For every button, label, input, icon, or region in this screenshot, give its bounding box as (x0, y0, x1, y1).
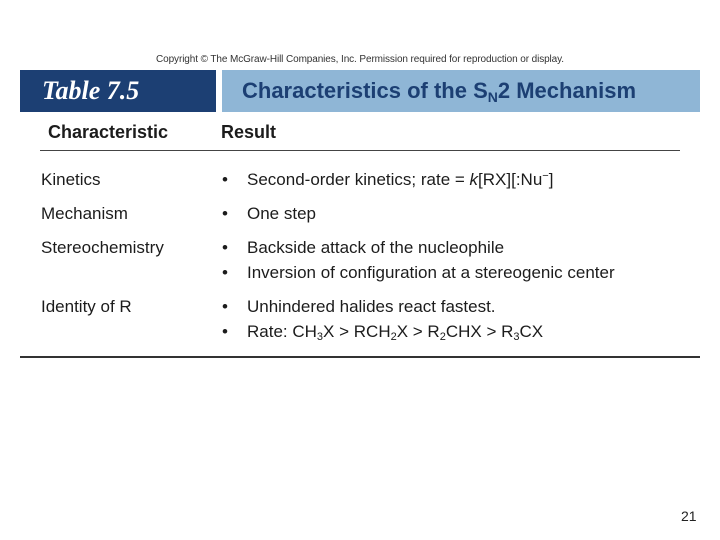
formula-part: CH (292, 322, 317, 341)
rate-constant: k (469, 170, 479, 189)
result-stereochemistry-2: Inversion of configuration at a stereogenic center (247, 263, 615, 282)
bullet: • (222, 263, 228, 282)
row-label-stereochemistry: Stereochemistry (41, 238, 164, 257)
result-text: [RX][:Nu (478, 170, 543, 189)
column-header-result: Result (221, 122, 277, 142)
header-rule (40, 150, 680, 151)
formula-part: X > R (396, 322, 440, 341)
column-header-characteristic: Characteristic (48, 122, 169, 142)
table-title-prefix: Characteristics of the S (242, 78, 488, 103)
formula-subscript: 2 (439, 331, 446, 343)
page-number: 21 (681, 508, 697, 524)
formula-subscript: 2 (390, 331, 397, 343)
row-label-kinetics: Kinetics (41, 170, 101, 189)
formula-part: CX (519, 322, 544, 341)
header-divider (216, 70, 222, 112)
table-header-bar (20, 70, 700, 112)
table-title (242, 70, 636, 112)
formula-subscript: 3 (316, 331, 324, 343)
result-kinetics (247, 170, 553, 190)
row-label-mechanism: Mechanism (41, 204, 128, 223)
table-bottom-rule (20, 356, 700, 358)
bullet: • (222, 238, 228, 257)
bullet: • (222, 204, 228, 223)
row-label-identity-of-r: Identity of R (41, 297, 132, 316)
result-mechanism: One step (247, 204, 316, 223)
result-stereochemistry-1: Backside attack of the nucleophile (247, 238, 505, 257)
formula-part: X > RCH (323, 322, 391, 341)
table-label: Table 7.5 (20, 70, 216, 112)
formula-subscript: 3 (513, 331, 520, 343)
result-text: Second-order kinetics; rate = (247, 170, 470, 189)
result-identity-rate (247, 322, 543, 342)
result-text: ] (548, 170, 554, 189)
bullet: • (222, 322, 228, 341)
copyright-notice: Copyright © The McGraw-Hill Companies, Inc. Permission required for reproduction or display. (156, 54, 564, 65)
bullet: • (222, 170, 228, 189)
charge-superscript: − (542, 170, 549, 182)
formula-part: CHX > R (445, 322, 514, 341)
bullet: • (222, 297, 228, 316)
rate-prefix: Rate: (247, 322, 293, 341)
table-title-subscript: N (487, 89, 498, 105)
table-title-suffix: 2 Mechanism (497, 78, 637, 103)
result-identity-1: Unhindered halides react fastest. (247, 297, 496, 316)
